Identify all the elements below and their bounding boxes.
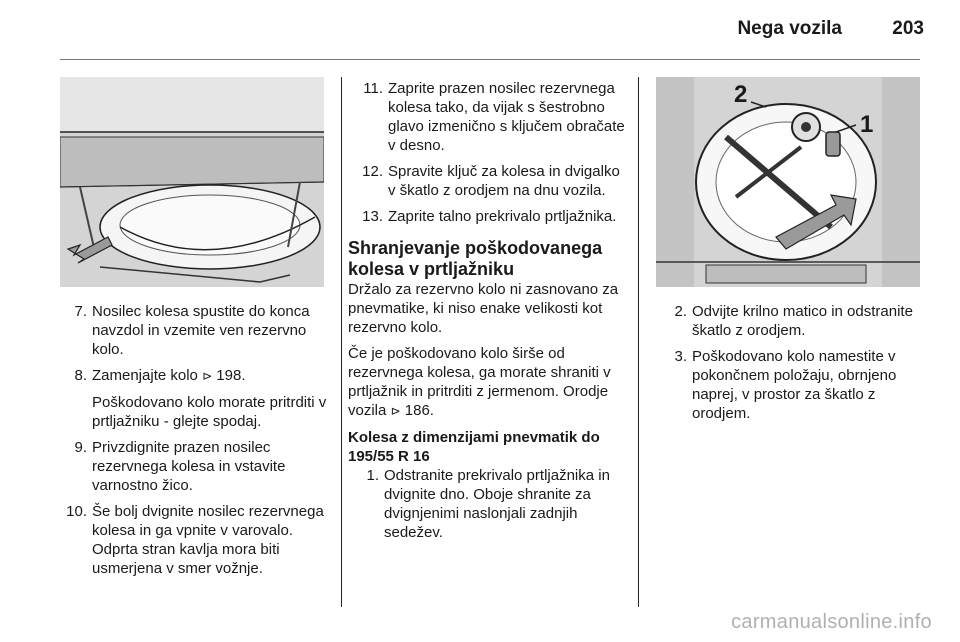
list-item-number: 12. [362,163,383,180]
column-3 [652,302,924,430]
list-item-text-block [92,366,327,431]
page-reference-icon: ⊳ [202,369,213,383]
list-item-text: Zaprite talno prekrivalo prtljažnika. [388,208,617,225]
page-reference-link[interactable]: 186. [404,402,434,419]
callout-number-1: 1 [860,111,874,138]
list-item [52,438,327,495]
body-paragraph-with-reference [348,344,628,421]
list-item [52,502,327,578]
page-number: 203 [892,18,924,39]
list-item-text: Še bolj dvignite nosilec rezervnega kolesa in ga vpnite v varovalo. Odprta stran kavlja mora biti usmerjena v smer vožnje. [92,503,324,577]
list-item-text: Privzdignite prazen nosilec rezervnega kolesa in vstavite varnostno žico. [92,439,286,494]
list-item-number: 3. [674,348,687,365]
subheading: Kolesa z dimenzijami pnevmatik do 195/55 R 16 [348,429,600,465]
list-item-text: Odstranite prekrivalo prtljažnika in dvignite dno. Oboje shranite za dvignjenimi naslonjali zadnjih sedežev. [384,467,610,541]
list-item-number: 7. [74,303,87,320]
list-item-note: Poškodovano kolo morate pritrditi v prtljažniku - glejte spodaj. [92,394,327,430]
list-item [652,302,924,340]
page-reference-link[interactable]: 198. [216,367,246,384]
column-2 [348,79,628,549]
list-item-text: Nosilec kolesa spustite do konca navzdol in vzemite ven rezervno kolo. [92,303,310,358]
list-item-text: Zaprite prazen nosilec rezervnega kolesa tako, da vijak s šestrobno glavo izmenično s ključem obračate v desno. [388,80,625,154]
body-paragraph: Držalo za rezervno kolo ni zasnovano za pnevmatike, ki niso enake velikosti kot rezervno kolo. [348,281,619,336]
list-item-number: 11. [363,80,383,97]
list-item-number: 10. [66,503,87,520]
list-item [52,366,327,431]
page-reference-icon: ⊳ [390,404,401,418]
list-item [52,302,327,359]
list-item-text: Zamenjajte kolo [92,367,203,384]
list-item-number: 8. [74,367,87,384]
list-item-number: 13. [362,208,383,225]
list-item [348,162,628,200]
list-item-text: Spravite ključ za kolesa in dvigalko v škatlo z orodjem na dnu vozila. [388,163,620,199]
toolbox-drawing [656,77,920,287]
column-divider-left [341,77,342,607]
spare-wheel-carrier-illustration [60,77,324,287]
list-item-text: Odvijte krilno matico in odstranite škatlo z orodjem. [692,303,913,339]
list-item-number: 9. [74,439,87,456]
watermark: carmanualsonline.info [731,611,932,633]
list-item [348,207,628,226]
list-item [652,347,924,423]
section-heading: Shranjevanje poškodovanega kolesa v prtljažniku [348,238,603,279]
column-1 [52,302,327,585]
toolbox-illustration [656,77,920,287]
spare-wheel-carrier-drawing [60,77,324,287]
body-paragraph-text: Če je poškodovano kolo širše od rezervnega kolesa, ga morate shraniti v prtljažnik in pritrditi z jermenom. Orodje vozila [348,345,611,419]
list-item-text: Poškodovano kolo namestite v pokončnem položaju, obrnjeno naprej, v prostor za škatlo z orodjem. [692,348,897,422]
list-item [348,79,628,155]
list-item-number: 1. [366,467,379,484]
column-divider-right [638,77,639,607]
list-item-number: 2. [674,303,687,320]
header-divider [60,59,920,60]
callout-number-2: 2 [734,81,748,108]
page-section-title: Nega vozila [737,18,842,39]
list-item [344,466,628,542]
